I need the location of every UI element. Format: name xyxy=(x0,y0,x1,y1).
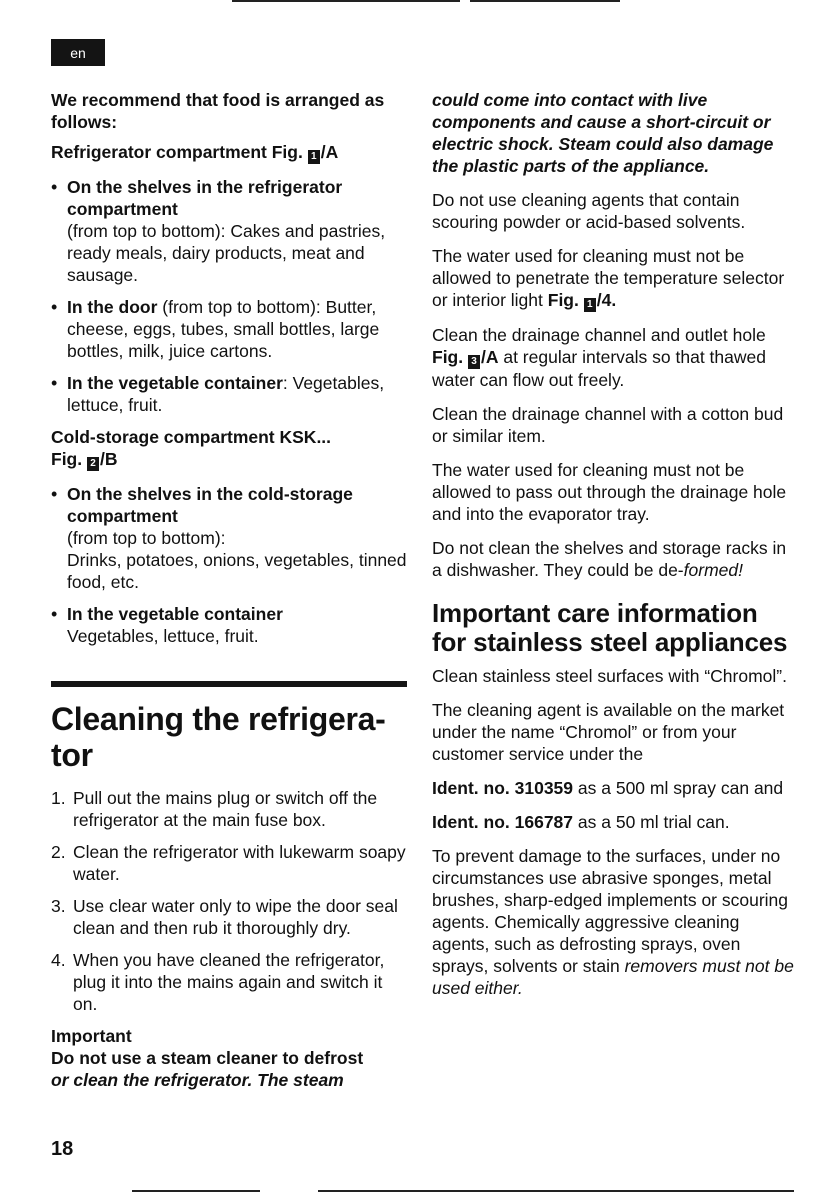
list-item-text: : Vegetables, lettuce, fruit. xyxy=(67,373,385,415)
paragraph: Do not use cleaning agents that contain scouring powder or acid-based solvents. xyxy=(432,190,746,232)
paragraph: The water used for cleaning must not be allowed to pass out through the drainage hole and into the evaporator tray. xyxy=(432,460,787,524)
fridge-heading-text: Refrigerator compartment Fig. xyxy=(51,142,308,162)
figure-ref-icon: 3 xyxy=(468,355,480,369)
page-number: 18 xyxy=(51,1138,74,1160)
top-rule-right xyxy=(470,0,620,2)
paragraph-text: at regular intervals so that thawed water can flow out freely. xyxy=(432,347,766,390)
cold-storage-heading xyxy=(51,426,407,471)
figure-ref-text: Fig. xyxy=(432,347,468,367)
paragraph-text-italic: formed! xyxy=(683,560,743,580)
care-title: Important care information for stainless steel appliances xyxy=(432,598,788,657)
paragraph xyxy=(432,537,794,581)
figure-ref-suffix: /A xyxy=(480,347,499,367)
intro-text: We recommend that food is arranged as follows: xyxy=(51,90,385,132)
language-label: en xyxy=(70,44,86,61)
step-item xyxy=(51,787,407,831)
list-item-heading: • On the shelves in the refrigerator compartment xyxy=(67,177,343,219)
paragraph-text: Clean the drainage channel and outlet hole xyxy=(432,325,766,345)
list-item-text: (from top to bottom): Cakes and pastries, ready meals, dairy products, meat and sausage. xyxy=(67,221,386,285)
bottom-rule-right xyxy=(318,1190,794,1192)
ident-line xyxy=(432,811,794,833)
step-item xyxy=(51,949,407,1015)
cleaning-title: Cleaning the refrigera-tor xyxy=(51,701,386,773)
left-column xyxy=(51,89,407,1091)
step-text: Use clear water only to wipe the door seal clean and then rub it thoroughly dry. xyxy=(73,896,398,938)
ident-text: as a 500 ml spray can and xyxy=(573,778,784,798)
list-item-text: Vegetables, lettuce, fruit. xyxy=(67,626,259,646)
list-item-heading: • In the vegetable container xyxy=(67,604,283,624)
important-warning-line: or clean the refrigerator. The steam xyxy=(51,1070,344,1090)
step-number: 2. xyxy=(51,842,66,862)
paragraph-text: To prevent damage to the surfaces, under no circumstances use abrasive sponges, metal brushes, sharp-edged implements or scouring agents. Chemically aggressive cleaning agents, such as defrosting sprays, oven sprays, solvents or stain xyxy=(432,846,789,976)
list-item xyxy=(51,296,407,362)
ident-number: Ident. no. 310359 xyxy=(432,778,574,798)
cold-fig-text: Fig. xyxy=(51,449,87,469)
ident-text: as a 50 ml trial can. xyxy=(573,812,730,832)
list-item xyxy=(51,603,407,647)
paragraph: The cleaning agent is available on the market under the name “Chromol” or from your customer service under the xyxy=(432,700,785,764)
list-item xyxy=(51,176,407,286)
paragraph xyxy=(432,845,794,999)
steam-warning-continued: could come into contact with live components and cause a short-circuit or electric shock. Steam could also damage the plastic parts of the appliance. xyxy=(432,90,774,176)
step-text: When you have cleaned the refrigerator, plug it into the mains again and switch it on. xyxy=(73,950,385,1014)
bottom-rule-left xyxy=(132,1190,260,1192)
cleaning-steps xyxy=(51,787,407,1015)
paragraph-text: Do not clean the shelves and storage racks in a dishwasher. They could be de- xyxy=(432,538,787,580)
list-item-text: Drinks, potatoes, onions, vegetables, tinned food, etc. xyxy=(67,550,407,592)
ident-line xyxy=(432,777,794,799)
paragraph: Clean stainless steel surfaces with “Chromol”. xyxy=(432,666,787,686)
paragraph: Clean the drainage channel with a cotton bud or similar item. xyxy=(432,404,784,446)
ident-number: Ident. no. 166787 xyxy=(432,812,574,832)
figure-ref-text: Fig. xyxy=(547,290,584,310)
list-item xyxy=(51,372,407,416)
important-label: Important xyxy=(51,1026,132,1046)
list-item-text: (from top to bottom): Butter, cheese, eggs, tubes, small bottles, large bottles, milk, juice cartons. xyxy=(67,297,380,361)
top-rule-left xyxy=(232,0,460,2)
step-number: 1. xyxy=(51,788,66,808)
list-item-text: (from top to bottom): xyxy=(67,528,226,548)
list-item-heading: In the vegetable container xyxy=(67,373,283,393)
figure-ref-icon: 1 xyxy=(584,298,596,312)
step-item xyxy=(51,841,407,885)
list-item-heading: In the door xyxy=(67,297,158,317)
important-warning-line: Do not use a steam cleaner to defrost xyxy=(51,1048,364,1068)
paragraph-text-italic: removers must not be used either. xyxy=(432,956,794,998)
cold-heading-text: Cold-storage compartment KSK... xyxy=(51,427,332,447)
step-item xyxy=(51,895,407,939)
fridge-heading-suffix: /A xyxy=(320,142,339,162)
step-number: 3. xyxy=(51,896,66,916)
figure-ref-icon: 2 xyxy=(87,457,99,471)
list-item-heading: • On the shelves in the cold-storage compartment xyxy=(67,484,353,526)
list-item xyxy=(51,483,407,593)
section-divider xyxy=(51,681,407,687)
step-text: Pull out the mains plug or switch off the refrigerator at the main fuse box. xyxy=(73,788,378,830)
cold-fig-suffix: /B xyxy=(99,449,118,469)
fridge-compartment-heading xyxy=(51,141,407,164)
figure-ref-icon: 1 xyxy=(308,150,320,164)
paragraph-text: The water used for cleaning must not be allowed to penetrate the temperature selector or interior light xyxy=(432,246,785,310)
figure-ref-suffix: /4. xyxy=(596,290,617,310)
step-number: 4. xyxy=(51,950,66,970)
paragraph xyxy=(432,324,794,391)
step-text: Clean the refrigerator with lukewarm soapy water. xyxy=(73,842,406,884)
right-column xyxy=(432,89,794,999)
language-badge xyxy=(51,39,105,66)
paragraph xyxy=(432,245,794,312)
